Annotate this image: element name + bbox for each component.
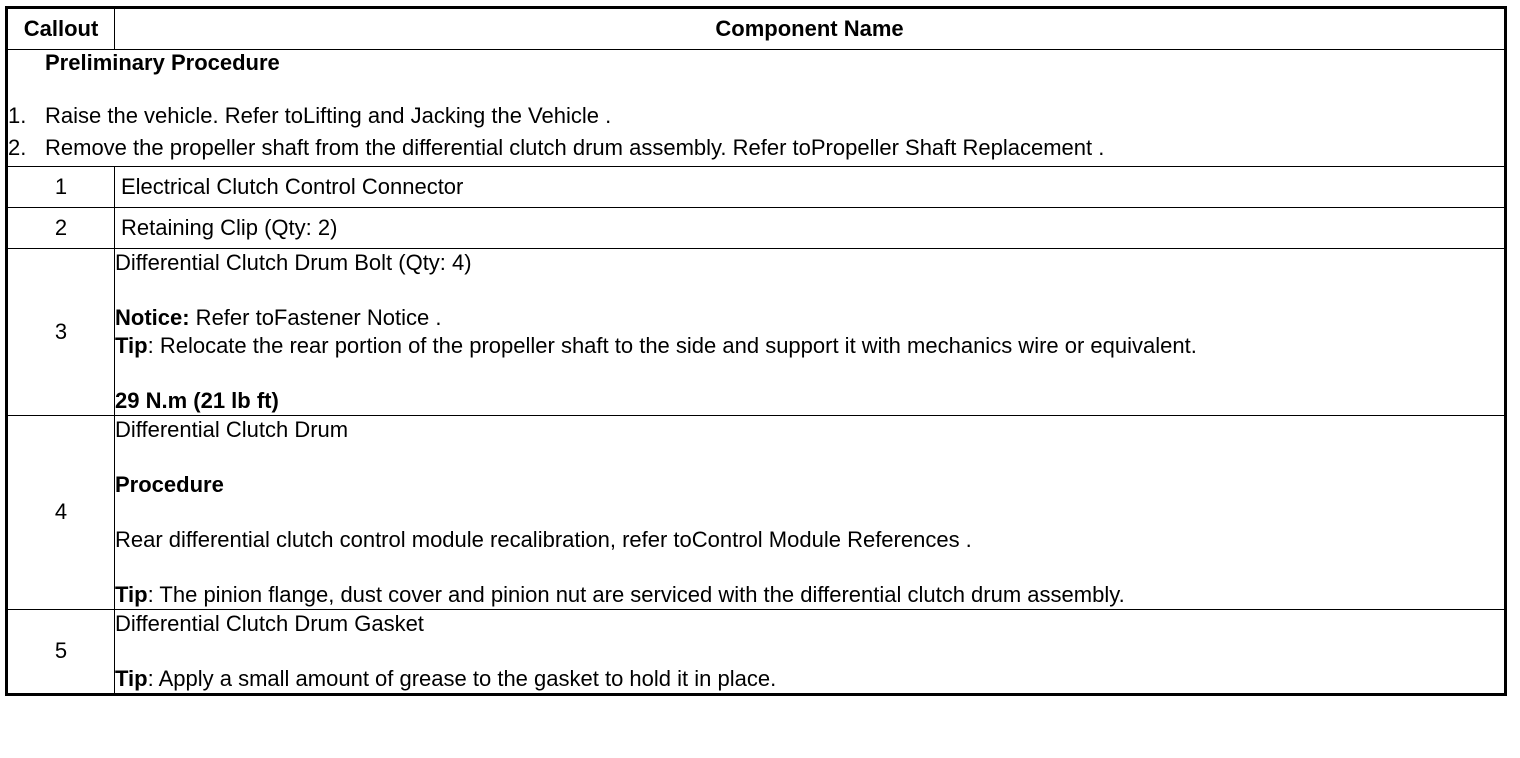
step-text: Raise the vehicle. Refer toLifting and Jacking the Vehicle . <box>45 103 612 128</box>
torque-spec: 29 N.m (21 lb ft) <box>115 388 279 413</box>
tip-text: : Relocate the rear portion of the propeller shaft to the side and support it with mechanics wire or equivalent. <box>147 333 1197 358</box>
tip-text: : The pinion flange, dust cover and pinion nut are serviced with the differential clutch drum assembly. <box>147 582 1125 607</box>
component-detail-cell <box>115 610 1506 695</box>
notice-line <box>115 304 1504 332</box>
preliminary-steps <box>8 102 1504 166</box>
step-number: 2. <box>8 135 27 160</box>
step-number: 1. <box>8 103 27 128</box>
component-detail-cell <box>115 249 1506 416</box>
notice-text: Refer toFastener Notice . <box>189 305 442 330</box>
step-text: Remove the propeller shaft from the differential clutch drum assembly. Refer toPropeller Shaft Replacement . <box>45 135 1105 160</box>
component-name-cell: Electrical Clutch Control Connector <box>115 167 1506 208</box>
component-name: Differential Clutch Drum <box>115 417 349 442</box>
table-row <box>7 167 1506 208</box>
component-name: Differential Clutch Drum Gasket <box>115 611 424 636</box>
preliminary-cell <box>7 50 1506 167</box>
procedure-text: Rear differential clutch control module recalibration, refer toControl Module References . <box>115 527 972 552</box>
step-item <box>8 102 1504 134</box>
component-name-cell: Retaining Clip (Qty: 2) <box>115 208 1506 249</box>
component-name: Differential Clutch Drum Bolt (Qty: 4) <box>115 250 472 275</box>
tip-line <box>115 581 1504 609</box>
tip-label: Tip <box>115 666 148 691</box>
table-header-row <box>7 8 1506 50</box>
callout-cell: 3 <box>7 249 115 416</box>
notice-label: Notice: <box>115 305 190 330</box>
preliminary-title: Preliminary Procedure <box>45 50 280 75</box>
table-row <box>7 208 1506 249</box>
tip-text: : Apply a small amount of grease to the gasket to hold it in place. <box>147 666 777 691</box>
component-table <box>5 6 1507 696</box>
preliminary-row <box>7 50 1506 167</box>
callout-cell: 4 <box>7 416 115 610</box>
procedure-label: Procedure <box>115 472 224 497</box>
callout-header: Callout <box>7 8 115 50</box>
table-row <box>7 610 1506 695</box>
component-name-header: Component Name <box>115 8 1506 50</box>
component-detail-cell <box>115 416 1506 610</box>
callout-cell: 1 <box>7 167 115 208</box>
table-row <box>7 416 1506 610</box>
tip-label: Tip <box>115 582 148 607</box>
table-row <box>7 249 1506 416</box>
callout-cell: 5 <box>7 610 115 695</box>
callout-cell: 2 <box>7 208 115 249</box>
step-item <box>8 134 1504 166</box>
tip-line <box>115 665 1504 693</box>
tip-label: Tip <box>115 333 148 358</box>
tip-line <box>115 332 1504 360</box>
